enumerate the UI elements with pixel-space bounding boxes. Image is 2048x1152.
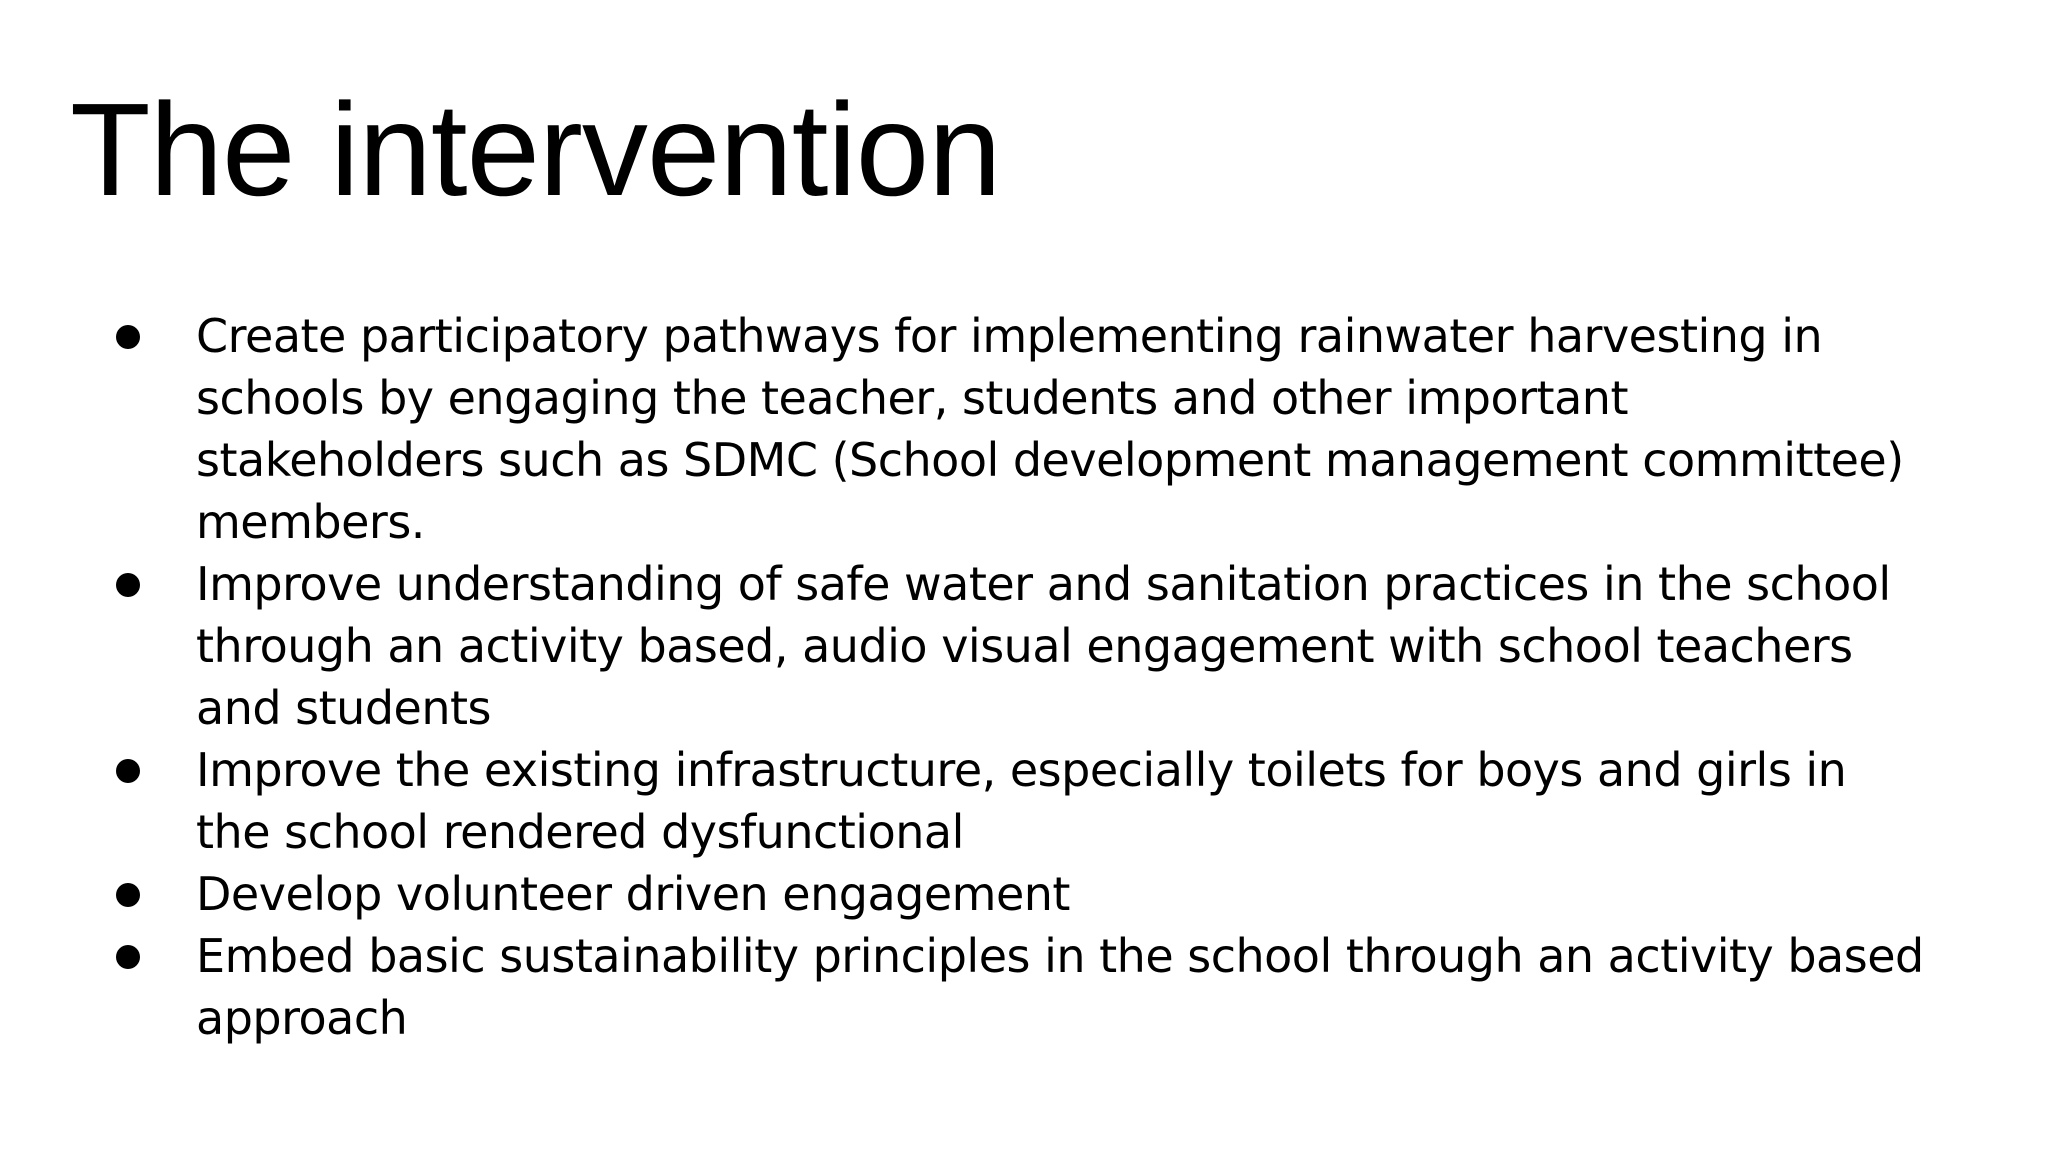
bullet-icon	[116, 573, 140, 597]
bullet-icon	[116, 759, 140, 783]
bullet-text-line: schools by engaging the teacher, students and other important	[196, 371, 1628, 425]
bullet-item	[112, 553, 1992, 739]
bullet-text-line: Create participatory pathways for implementing rainwater harvesting in	[196, 309, 1823, 363]
slide-title: The intervention	[70, 76, 1001, 223]
bullet-icon	[116, 945, 140, 969]
bullet-icon	[116, 325, 140, 349]
bullet-text-line: Improve understanding of safe water and sanitation practices in the school	[196, 557, 1891, 611]
bullet-text-line: approach	[196, 991, 408, 1045]
bullet-item	[112, 925, 1992, 1049]
bullet-text-line: stakeholders such as SDMC (School development management committee)	[196, 433, 1904, 487]
bullet-text-line: the school rendered dysfunctional	[196, 805, 964, 859]
bullet-list	[112, 305, 1992, 1049]
bullet-icon	[116, 883, 140, 907]
bullet-text-line: members.	[196, 495, 425, 549]
bullet-text-line: Embed basic sustainability principles in the school through an activity based	[196, 929, 1924, 983]
bullet-text-line: through an activity based, audio visual engagement with school teachers	[196, 619, 1853, 673]
bullet-item	[112, 305, 1992, 553]
bullet-item	[112, 739, 1992, 863]
bullet-text-line: and students	[196, 681, 491, 735]
bullet-item	[112, 863, 1992, 925]
bullet-text-line: Develop volunteer driven engagement	[196, 867, 1070, 921]
bullet-text-line: Improve the existing infrastructure, especially toilets for boys and girls in	[196, 743, 1847, 797]
